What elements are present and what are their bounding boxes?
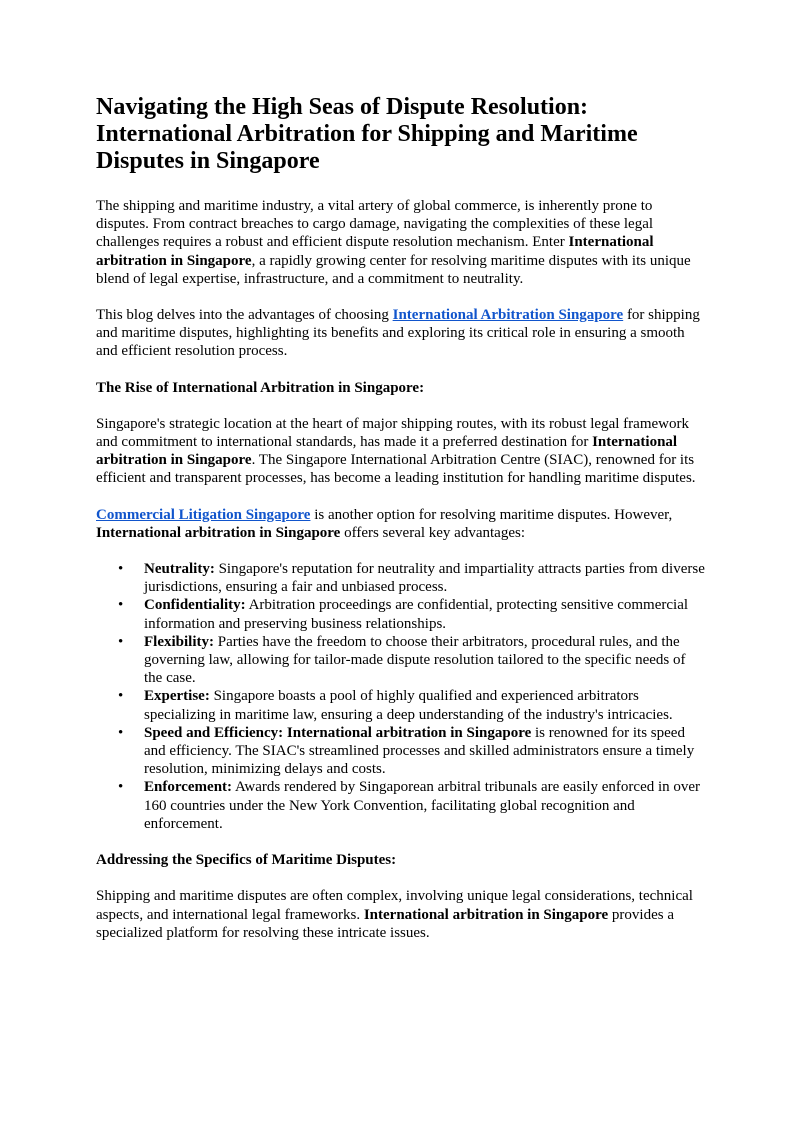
list-item [96, 633, 706, 688]
section1-p2-end: offers several key advantages: [340, 524, 525, 541]
list-item [96, 778, 706, 833]
section2-p1-bold: International arbitration in Singapore [363, 906, 609, 923]
list-item [96, 560, 706, 596]
list-item-text: Awards rendered by Singaporean arbitral tribunals are easily enforced in over 160 countries under the New York Convention, facilitating global recognition and enforcement. [144, 779, 701, 832]
intro-p1-text: The shipping and maritime industry, a vital artery of global commerce, is inherently prone to disputes. From contract breaches to cargo damage, navigating the complexities of these legal challenges requires a robust and efficient dispute resolution mechanism. Enter [96, 198, 654, 251]
list-item-text: Singapore's reputation for neutrality and impartiality attracts parties from diverse jurisdictions, ensuring a fair and unbiased process. [144, 561, 705, 596]
advantages-list [96, 560, 706, 833]
bullet-icon: • [118, 779, 124, 796]
list-item-text: Parties have the freedom to choose their arbitrators, procedural rules, and the governing law, allowing for tailor-made dispute resolution tailored to the specific needs of the case. [144, 633, 686, 687]
bullet-icon: • [118, 561, 124, 578]
intro-p1-bold: International arbitration in Singapore [96, 234, 654, 269]
bullet-icon: • [118, 724, 124, 741]
section1-p2-mid: is another option for resolving maritime disputes. However, [310, 506, 673, 523]
intro-paragraph-2 [96, 306, 706, 361]
section1-paragraph-2 [96, 506, 706, 542]
international-arbitration-singapore-link[interactable]: International Arbitration Singapore [392, 307, 624, 324]
intro-p2-end: for shipping and maritime disputes, highlighting its benefits and exploring its critical role in ensuring a smooth and efficient resolution process. [96, 307, 700, 360]
list-item-label: Confidentiality: [144, 597, 246, 614]
intro-paragraph-1 [96, 197, 706, 288]
section1-p1-bold: International arbitration in Singapore [96, 434, 678, 469]
list-item [96, 596, 706, 632]
list-item-text: is renowned for its speed and efficiency. The SIAC's streamlined processes and skilled administrators ensure a timely resolution, minimizing delays and costs. [144, 724, 695, 778]
section1-p1-text: Singapore's strategic location at the heart of major shipping routes, with its robust legal framework and commitment to international standards, has made it a preferred destination for [96, 415, 689, 451]
list-item-text: Singapore boasts a pool of highly qualified and experienced arbitrators specializing in maritime law, ensuring a deep understanding of the industry's intricacies. [144, 688, 673, 723]
section-heading-rise: The Rise of International Arbitration in Singapore: [96, 379, 425, 396]
list-item [96, 687, 706, 723]
list-item-label: Flexibility: [144, 633, 214, 650]
list-item-label: Neutrality: [144, 561, 215, 578]
list-item-text: Arbitration proceedings are confidential, protecting sensitive commercial information and preserving business relationships. [144, 597, 689, 632]
section2-paragraph-1 [96, 887, 706, 942]
list-item-label: Speed and Efficiency: International arbitration in Singapore [144, 724, 532, 741]
section1-p1-end: . The Singapore International Arbitration Centre (SIAC), renowned for its efficient and transparent processes, has become a leading institution for handling maritime disputes. [96, 452, 696, 487]
list-item [96, 724, 706, 779]
bullet-icon: • [118, 633, 124, 650]
bullet-icon: • [118, 688, 124, 705]
intro-p1-end: , a rapidly growing center for resolving maritime disputes with its unique blend of legal expertise, infrastructure, and a commitment to neutrality. [96, 252, 691, 287]
section2-p1-text: Shipping and maritime disputes are often complex, involving unique legal considerations, technical aspects, and international legal frameworks. [96, 888, 693, 923]
document-page [96, 94, 706, 960]
commercial-litigation-singapore-link[interactable]: Commercial Litigation Singapore [96, 506, 311, 523]
intro-p2-text: This blog delves into the advantages of choosing [96, 307, 393, 324]
section1-paragraph-1 [96, 415, 706, 488]
page-title: Navigating the High Seas of Dispute Resolution: International Arbitration for Shipping and Maritime Disputes in Singapore [96, 94, 638, 174]
list-item-label: Expertise: [144, 688, 210, 705]
bullet-icon: • [118, 597, 124, 614]
list-item-label: Enforcement: [144, 779, 233, 796]
section-heading-specifics: Addressing the Specifics of Maritime Disputes: [96, 852, 397, 869]
section1-p2-bold: International arbitration in Singapore [96, 524, 341, 541]
section2-p1-end: provides a specialized platform for resolving these intricate issues. [96, 906, 674, 941]
